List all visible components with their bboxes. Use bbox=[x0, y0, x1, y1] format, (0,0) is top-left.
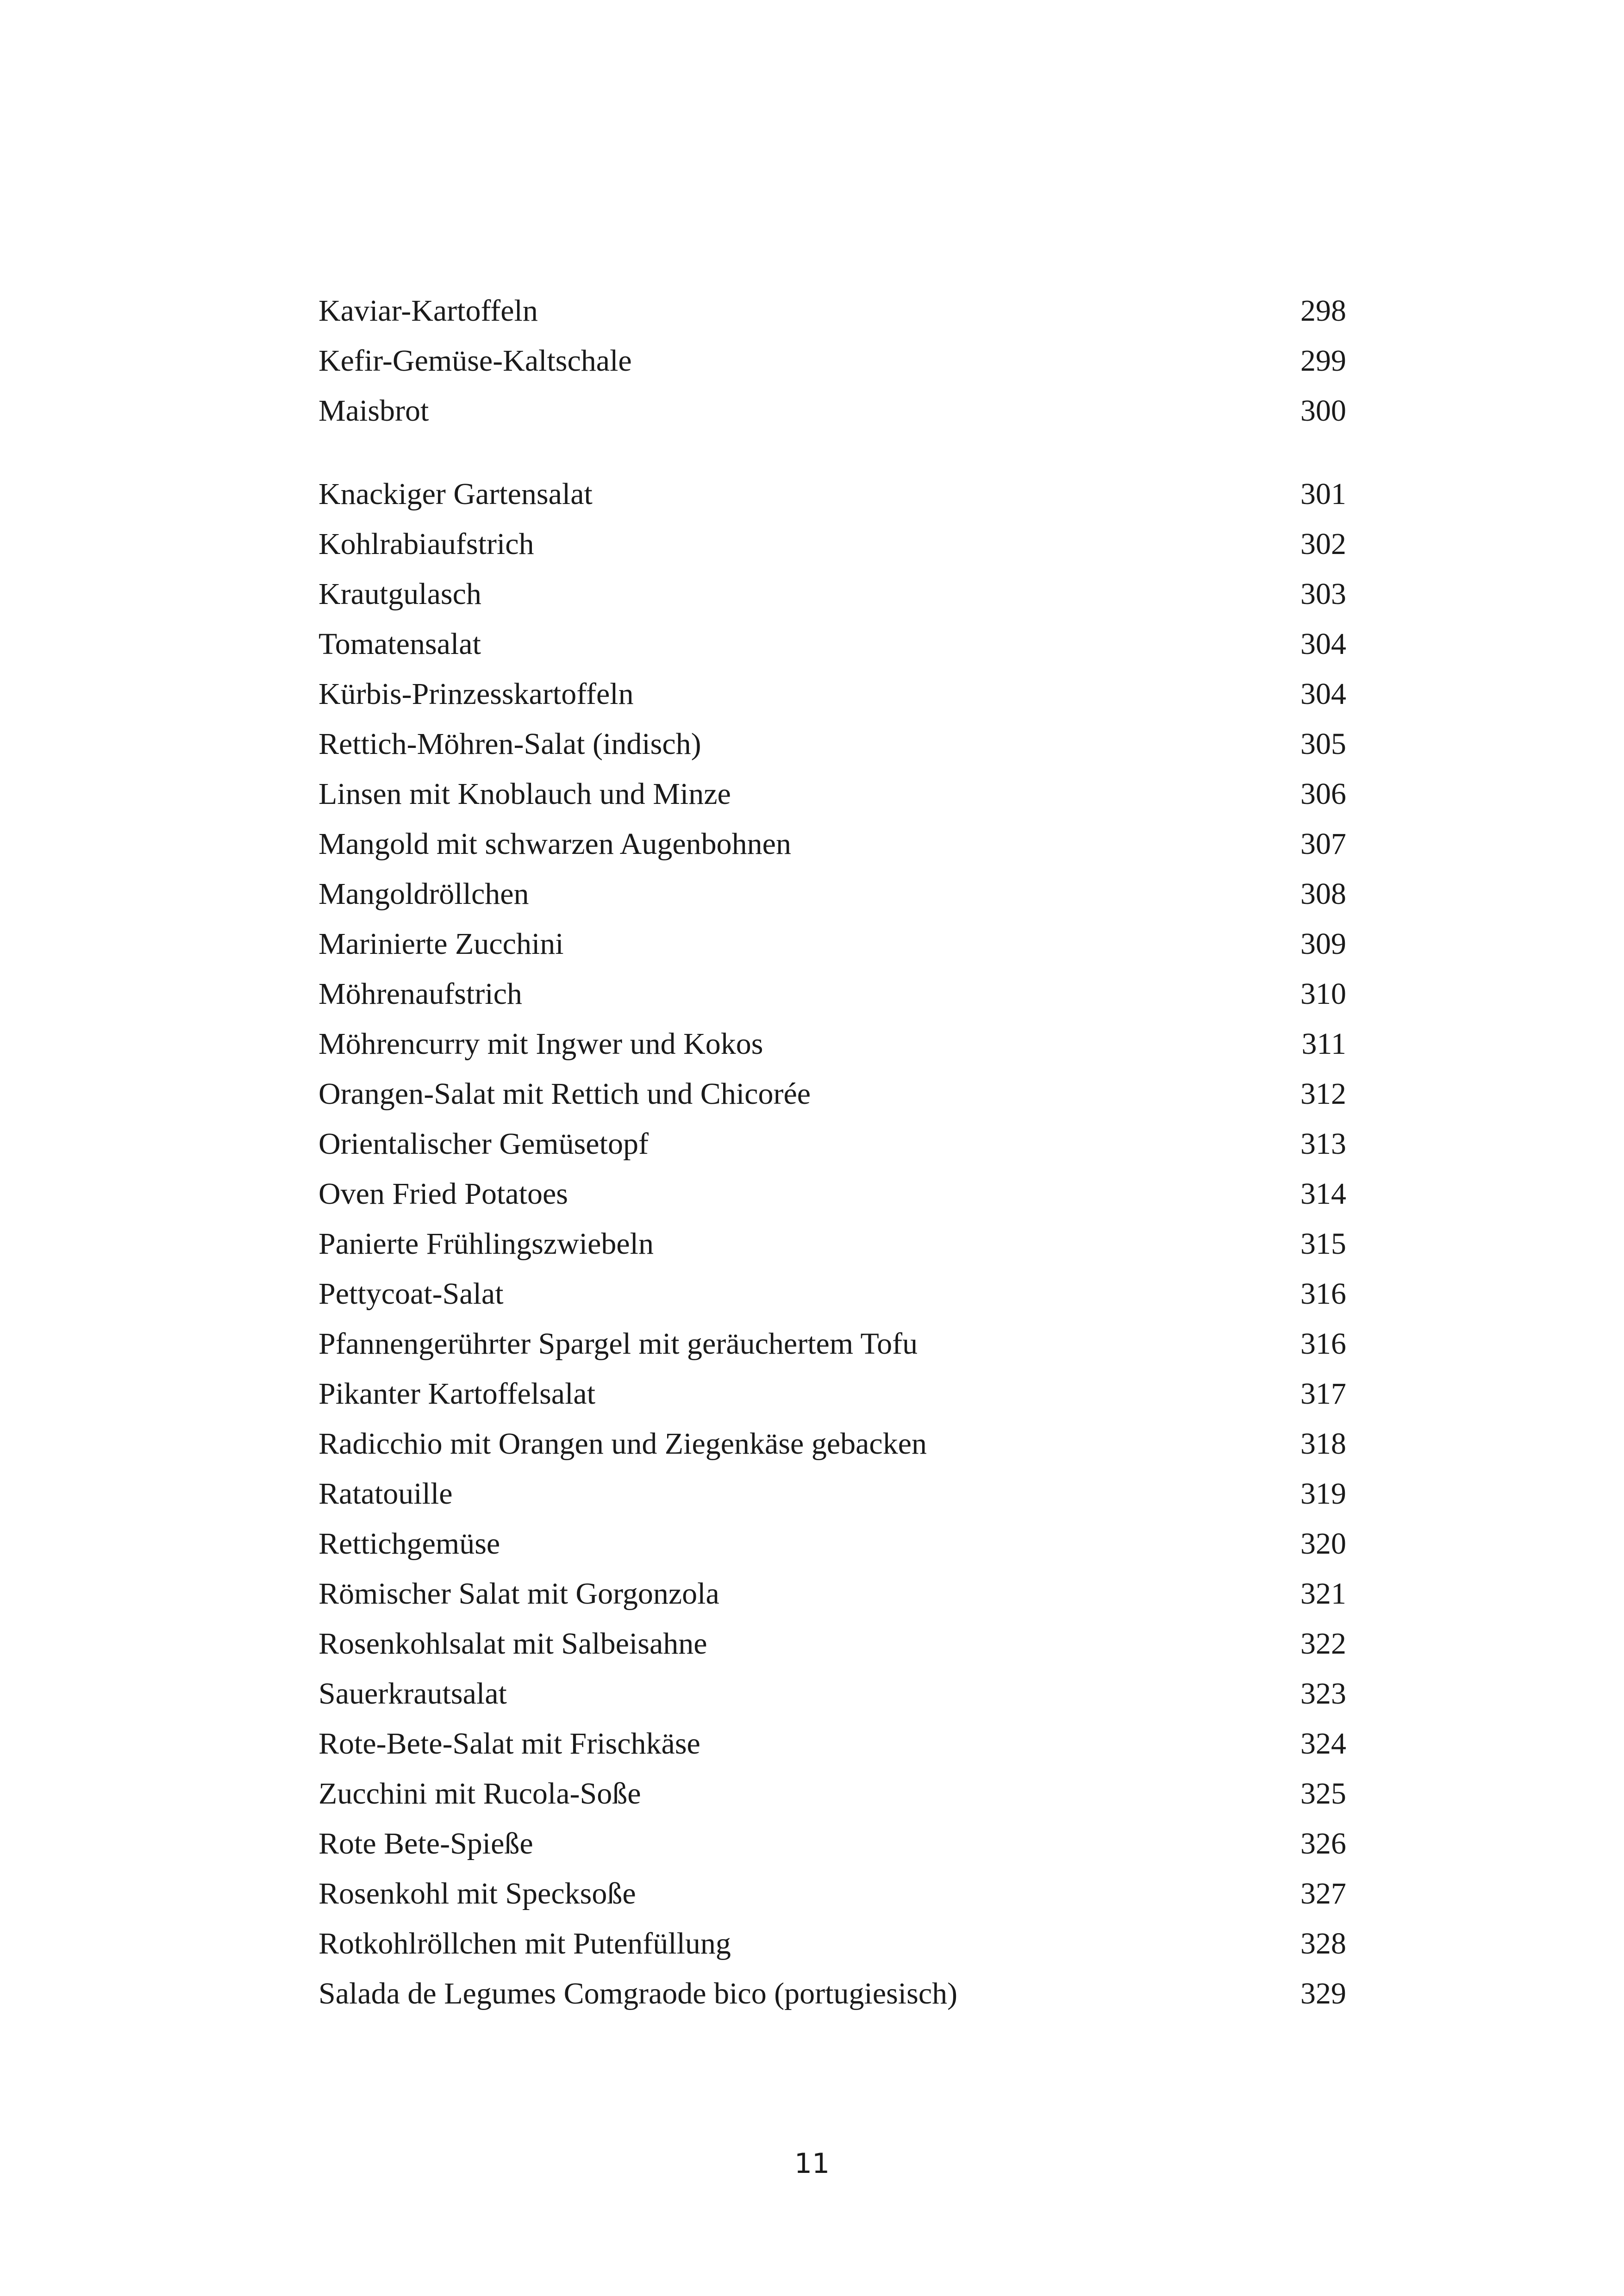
toc-entry bbox=[319, 719, 1346, 769]
toc-entry bbox=[319, 1869, 1346, 1919]
toc-entry-title: Pikanter Kartoffelsalat bbox=[319, 1377, 596, 1411]
toc-entry-title: Marinierte Zucchini bbox=[319, 927, 564, 961]
toc-entry-page-number: 308 bbox=[1300, 877, 1346, 911]
toc-entry-title: Radicchio mit Orangen und Ziegenkäse gebacken bbox=[319, 1427, 927, 1461]
toc-entry-title: Krautgulasch bbox=[319, 577, 481, 611]
page-number: 11 bbox=[794, 2147, 830, 2180]
toc-entry-page-number: 327 bbox=[1300, 1877, 1346, 1910]
toc-entry-page-number: 321 bbox=[1300, 1577, 1346, 1611]
toc-entry bbox=[319, 569, 1346, 619]
toc-entry-title: Sauerkrautsalat bbox=[319, 1677, 507, 1711]
toc-entry bbox=[319, 1519, 1346, 1569]
toc-entry bbox=[319, 1969, 1346, 2019]
toc-entry-title: Maisbrot bbox=[319, 394, 429, 428]
toc-entry bbox=[319, 1069, 1346, 1119]
toc-entry-page-number: 305 bbox=[1300, 727, 1346, 761]
toc-entry-page-number: 298 bbox=[1300, 294, 1346, 328]
toc-entry bbox=[319, 1619, 1346, 1669]
toc-entry-title: Orangen-Salat mit Rettich und Chicorée bbox=[319, 1077, 811, 1111]
toc-entry bbox=[319, 1019, 1346, 1069]
toc-entry bbox=[319, 519, 1346, 569]
toc-entry-page-number: 309 bbox=[1300, 927, 1346, 961]
toc-entry-title: Möhrencurry mit Ingwer und Kokos bbox=[319, 1027, 763, 1061]
toc-entry-page-number: 307 bbox=[1300, 827, 1346, 861]
toc-entry bbox=[319, 969, 1346, 1019]
toc-entry bbox=[319, 386, 1346, 436]
toc-entry-page-number: 304 bbox=[1300, 677, 1346, 711]
toc-entry-title: Mangoldröllchen bbox=[319, 877, 529, 911]
toc-entry bbox=[319, 1769, 1346, 1819]
toc-entry-title: Zucchini mit Rucola-Soße bbox=[319, 1777, 641, 1811]
toc-entry-title: Rote Bete-Spieße bbox=[319, 1827, 533, 1860]
toc-entry bbox=[319, 1919, 1346, 1969]
toc-entry-page-number: 319 bbox=[1300, 1477, 1346, 1511]
toc-entry bbox=[319, 819, 1346, 869]
toc-entry-page-number: 322 bbox=[1300, 1627, 1346, 1661]
toc-entry-title: Panierte Frühlingszwiebeln bbox=[319, 1227, 654, 1261]
toc-entry-title: Rettichgemüse bbox=[319, 1527, 500, 1561]
toc-entry-page-number: 315 bbox=[1300, 1227, 1346, 1261]
toc-entry-page-number: 312 bbox=[1300, 1077, 1346, 1111]
toc-group bbox=[319, 286, 1346, 436]
toc-entry-page-number: 329 bbox=[1300, 1977, 1346, 2010]
toc-entry bbox=[319, 869, 1346, 919]
toc-entry bbox=[319, 286, 1346, 336]
toc-entry-title: Mangold mit schwarzen Augenbohnen bbox=[319, 827, 791, 861]
toc-entry-page-number: 314 bbox=[1300, 1177, 1346, 1211]
toc-entry-page-number: 324 bbox=[1300, 1727, 1346, 1761]
toc-entry-page-number: 310 bbox=[1300, 977, 1346, 1011]
toc-entry-title: Rettich-Möhren-Salat (indisch) bbox=[319, 727, 701, 761]
toc-entry-title: Kaviar-Kartoffeln bbox=[319, 294, 538, 328]
toc-entry bbox=[319, 1269, 1346, 1319]
toc-entry-title: Rosenkohl mit Specksoße bbox=[319, 1877, 636, 1910]
toc-entry-page-number: 316 bbox=[1300, 1277, 1346, 1311]
toc-entry bbox=[319, 1419, 1346, 1469]
toc-entry bbox=[319, 1219, 1346, 1269]
toc-entry bbox=[319, 336, 1346, 386]
toc-group bbox=[319, 469, 1346, 2019]
toc-entry-page-number: 304 bbox=[1300, 627, 1346, 661]
toc-entry-title: Kefir-Gemüse-Kaltschale bbox=[319, 344, 632, 378]
toc-entry-page-number: 313 bbox=[1300, 1127, 1346, 1161]
toc-entry-page-number: 323 bbox=[1300, 1677, 1346, 1711]
toc-entry bbox=[319, 1569, 1346, 1619]
toc-entry-title: Rote-Bete-Salat mit Frischkäse bbox=[319, 1727, 700, 1761]
toc-entry bbox=[319, 1119, 1346, 1169]
toc-entry-title: Pfannengerührter Spargel mit geräuchertem Tofu bbox=[319, 1327, 918, 1361]
toc-entry-page-number: 302 bbox=[1300, 527, 1346, 561]
toc-entry-title: Oven Fried Potatoes bbox=[319, 1177, 568, 1211]
toc-entry-title: Möhrenaufstrich bbox=[319, 977, 522, 1011]
table-of-contents bbox=[319, 286, 1346, 2019]
toc-entry bbox=[319, 1719, 1346, 1769]
toc-entry bbox=[319, 919, 1346, 969]
toc-entry bbox=[319, 469, 1346, 519]
toc-entry-title: Ratatouille bbox=[319, 1477, 453, 1511]
toc-entry-page-number: 303 bbox=[1300, 577, 1346, 611]
toc-entry bbox=[319, 1369, 1346, 1419]
toc-entry bbox=[319, 769, 1346, 819]
toc-entry bbox=[319, 669, 1346, 719]
toc-entry bbox=[319, 1169, 1346, 1219]
toc-entry-page-number: 320 bbox=[1300, 1527, 1346, 1561]
toc-entry bbox=[319, 1669, 1346, 1719]
toc-entry-page-number: 318 bbox=[1300, 1427, 1346, 1461]
toc-entry-page-number: 328 bbox=[1300, 1927, 1346, 1960]
toc-entry-title: Salada de Legumes Comgraode bico (portugiesisch) bbox=[319, 1977, 958, 2010]
toc-entry-page-number: 316 bbox=[1300, 1327, 1346, 1361]
toc-entry-page-number: 317 bbox=[1300, 1377, 1346, 1411]
toc-entry-title: Linsen mit Knoblauch und Minze bbox=[319, 777, 731, 811]
toc-entry bbox=[319, 619, 1346, 669]
toc-entry bbox=[319, 1469, 1346, 1519]
toc-entry-title: Rosenkohlsalat mit Salbeisahne bbox=[319, 1627, 707, 1661]
toc-entry-page-number: 311 bbox=[1301, 1027, 1346, 1061]
toc-entry-page-number: 326 bbox=[1300, 1827, 1346, 1860]
toc-entry-title: Knackiger Gartensalat bbox=[319, 477, 593, 511]
toc-entry-page-number: 325 bbox=[1300, 1777, 1346, 1811]
toc-entry bbox=[319, 1819, 1346, 1869]
toc-entry-page-number: 301 bbox=[1300, 477, 1346, 511]
toc-entry bbox=[319, 1319, 1346, 1369]
toc-entry-page-number: 300 bbox=[1300, 394, 1346, 428]
toc-entry-title: Kürbis-Prinzesskartoffeln bbox=[319, 677, 634, 711]
toc-entry-title: Pettycoat-Salat bbox=[319, 1277, 504, 1311]
toc-entry-title: Orientalischer Gemüsetopf bbox=[319, 1127, 649, 1161]
toc-entry-title: Römischer Salat mit Gorgonzola bbox=[319, 1577, 719, 1611]
toc-entry-page-number: 299 bbox=[1300, 344, 1346, 378]
toc-entry-title: Kohlrabiaufstrich bbox=[319, 527, 534, 561]
toc-entry-title: Tomatensalat bbox=[319, 627, 481, 661]
toc-entry-title: Rotkohlröllchen mit Putenfüllung bbox=[319, 1927, 731, 1960]
toc-entry-page-number: 306 bbox=[1300, 777, 1346, 811]
